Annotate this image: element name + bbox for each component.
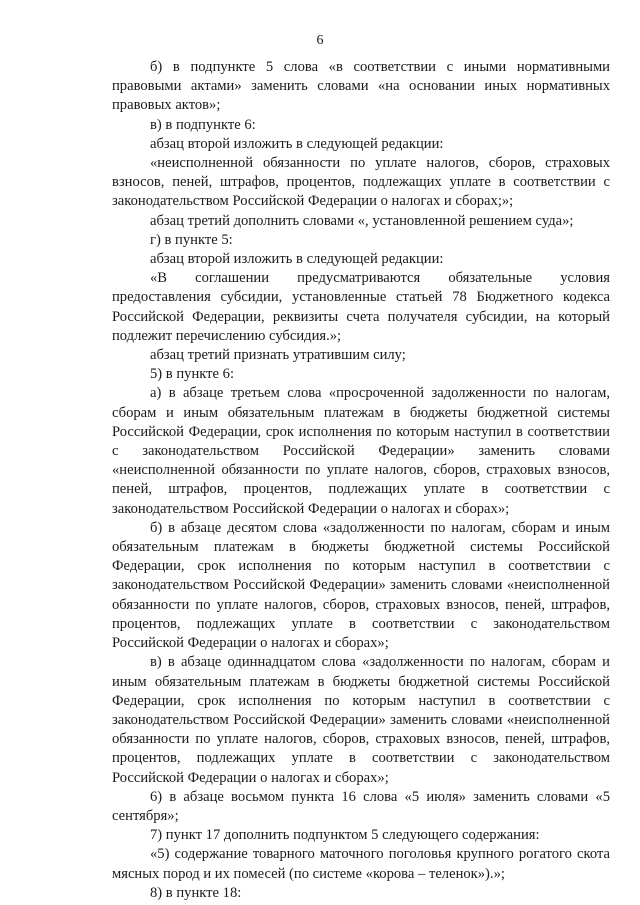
paragraph: абзац второй изложить в следующей редакции: <box>150 135 444 152</box>
paragraph: б) в подпункте 5 слова «в соответствии с иными нормативными правовыми актами» заменить словами «на основании иных нормативных правовых актов»; <box>112 59 610 114</box>
paragraph: 5) в пункте 6: <box>150 366 235 383</box>
paragraph: а) в абзаце третьем слова «просроченной задолженности по налогам, сборам и иным обязательным платежам в бюджеты бюджетной системы Российской Федерации, срок исполнения по которым наступил в соответствии с законодательством Российской Федерации» заменить словами «неисполненной обязанности по уплате налогов, сборов, страховых взносов, пеней, штрафов, процентов, подлежащих уплате в соответствии с законодательством Российской Федерации о налогах и сборах»; <box>112 385 610 517</box>
paragraph: 8) в пункте 18: <box>150 884 242 901</box>
paragraph: г) в пункте 5: <box>150 231 233 248</box>
paragraph: 6) в абзаце восьмом пункта 16 слова «5 июля» заменить словами «5 сентября»; <box>112 788 610 824</box>
paragraph: 7) пункт 17 дополнить подпунктом 5 следующего содержания: <box>150 827 540 844</box>
page-number: 6 <box>316 33 324 48</box>
paragraph: «В соглашении предусматриваются обязательные условия предоставления субсидии, установленные статьей 78 Бюджетного кодекса Российской Федерации, реквизиты счета получателя субсидии, на который подлежит перечислению субсидия.»; <box>112 270 610 344</box>
paragraph: «неисполненной обязанности по уплате налогов, сборов, страховых взносов, пеней, штрафов, процентов, подлежащих уплате в соответствии с законодательством Российской Федерации о налогах и сборах;»; <box>112 155 610 210</box>
document-body <box>112 58 610 903</box>
paragraph: «5) содержание товарного маточного поголовья крупного рогатого скота мясных пород и их помесей (по системе «корова – теленок»).»; <box>112 846 610 882</box>
paragraph: абзац третий дополнить словами «, установленной решением суда»; <box>150 212 574 229</box>
paragraph: абзац третий признать утратившим силу; <box>150 347 406 364</box>
paragraph: абзац второй изложить в следующей редакции: <box>150 251 444 268</box>
paragraph: в) в подпункте 6: <box>150 116 256 133</box>
paragraph: б) в абзаце десятом слова «задолженности по налогам, сборам и иным обязательным платежам в бюджеты бюджетной системы Российской Федерации, срок исполнения по которым наступил в соответствии с законодательством Российской Федерации» заменить словами «неисполненной обязанности по уплате налогов, сборов, страховых взносов, пеней, штрафов, процентов, подлежащих уплате в соответствии с законодательством Российской Федерации о налогах и сборах»; <box>112 519 610 652</box>
paragraph: в) в абзаце одиннадцатом слова «задолженности по налогам, сборам и иным обязательным платежам в бюджеты бюджетной системы Российской Федерации, срок исполнения по которым наступил в соответствии с законодательством Российской Федерации» заменить словами «неисполненной обязанности по уплате налогов, сборов, страховых взносов, пеней, штрафов, процентов, подлежащих уплате в соответствии с законодательством Российской Федерации о налогах и сборах»; <box>112 654 610 786</box>
